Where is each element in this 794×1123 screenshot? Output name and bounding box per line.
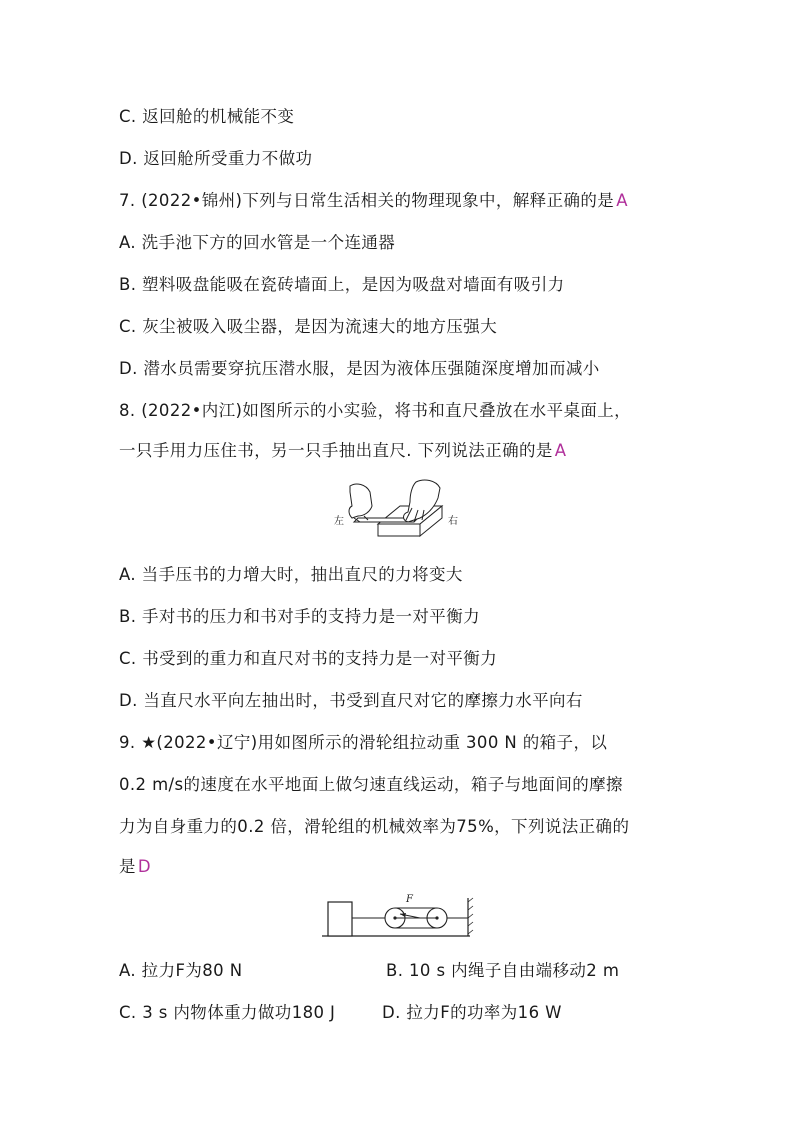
q9-option-a: A. 拉力F为80 N xyxy=(119,961,243,980)
q8-fig-right-label: 右 xyxy=(448,516,458,527)
q7-stem-text: 7. (2022•锦州)下列与日常生活相关的物理现象中，解释正确的是 xyxy=(119,191,615,210)
q8-option-d: D. 当直尺水平向左抽出时，书受到直尺对它的摩擦力水平向右 xyxy=(119,691,583,710)
q8-stem-line2 xyxy=(119,440,566,462)
q9-fig-force-label: F xyxy=(406,894,413,905)
q8-book-ruler-figure xyxy=(330,478,465,546)
q8-answer: A xyxy=(554,441,567,460)
q9-option-d: D. 拉力F的功率为16 W xyxy=(382,1003,562,1022)
q7-option-d: D. 潜水员需要穿抗压潜水服，是因为液体压强随深度增加而减小 xyxy=(119,359,600,378)
q7-option-c: C. 灰尘被吸入吸尘器，是因为流速大的地方压强大 xyxy=(119,317,498,336)
q9-option-b: B. 10 s 内绳子自由端移动2 m xyxy=(386,961,620,980)
q9-pulley-figure xyxy=(320,888,475,944)
q7-option-a: A. 洗手池下方的回水管是一个连通器 xyxy=(119,233,396,252)
q6-option-c: C. 返回舱的机械能不变 xyxy=(119,107,295,126)
q8-option-a: A. 当手压书的力增大时，抽出直尺的力将变大 xyxy=(119,565,463,584)
q9-stem-line4 xyxy=(119,856,151,878)
q8-stem-line1: 8. (2022•内江)如图所示的小实验，将书和直尺叠放在水平桌面上， xyxy=(119,401,632,420)
q6-option-d: D. 返回舱所受重力不做功 xyxy=(119,149,313,168)
q8-fig-left-label: 左 xyxy=(334,516,344,527)
q8-stem-text: 一只手用力压住书，另一只手抽出直尺. 下列说法正确的是 xyxy=(119,441,553,460)
q7-answer: A xyxy=(616,191,628,210)
q7-stem xyxy=(119,190,628,212)
q9-stem-line3: 力为自身重力的0.2 倍，滑轮组的机械效率为75%，下列说法正确的 xyxy=(119,817,630,836)
q9-answer: D xyxy=(137,857,152,876)
q8-option-b: B. 手对书的压力和书对手的支持力是一对平衡力 xyxy=(119,607,481,626)
q9-option-c: C. 3 s 内物体重力做功180 J xyxy=(119,1003,336,1022)
q9-stem-text: 是 xyxy=(119,857,136,876)
q8-option-c: C. 书受到的重力和直尺对书的支持力是一对平衡力 xyxy=(119,649,498,668)
q9-stem-line1: 9. ★(2022•辽宁)用如图所示的滑轮组拉动重 300 N 的箱子，以 xyxy=(119,733,608,752)
q7-option-b: B. 塑料吸盘能吸在瓷砖墙面上，是因为吸盘对墙面有吸引力 xyxy=(119,275,565,294)
q9-stem-line2: 0.2 m/s的速度在水平地面上做匀速直线运动，箱子与地面间的摩擦 xyxy=(119,775,623,794)
